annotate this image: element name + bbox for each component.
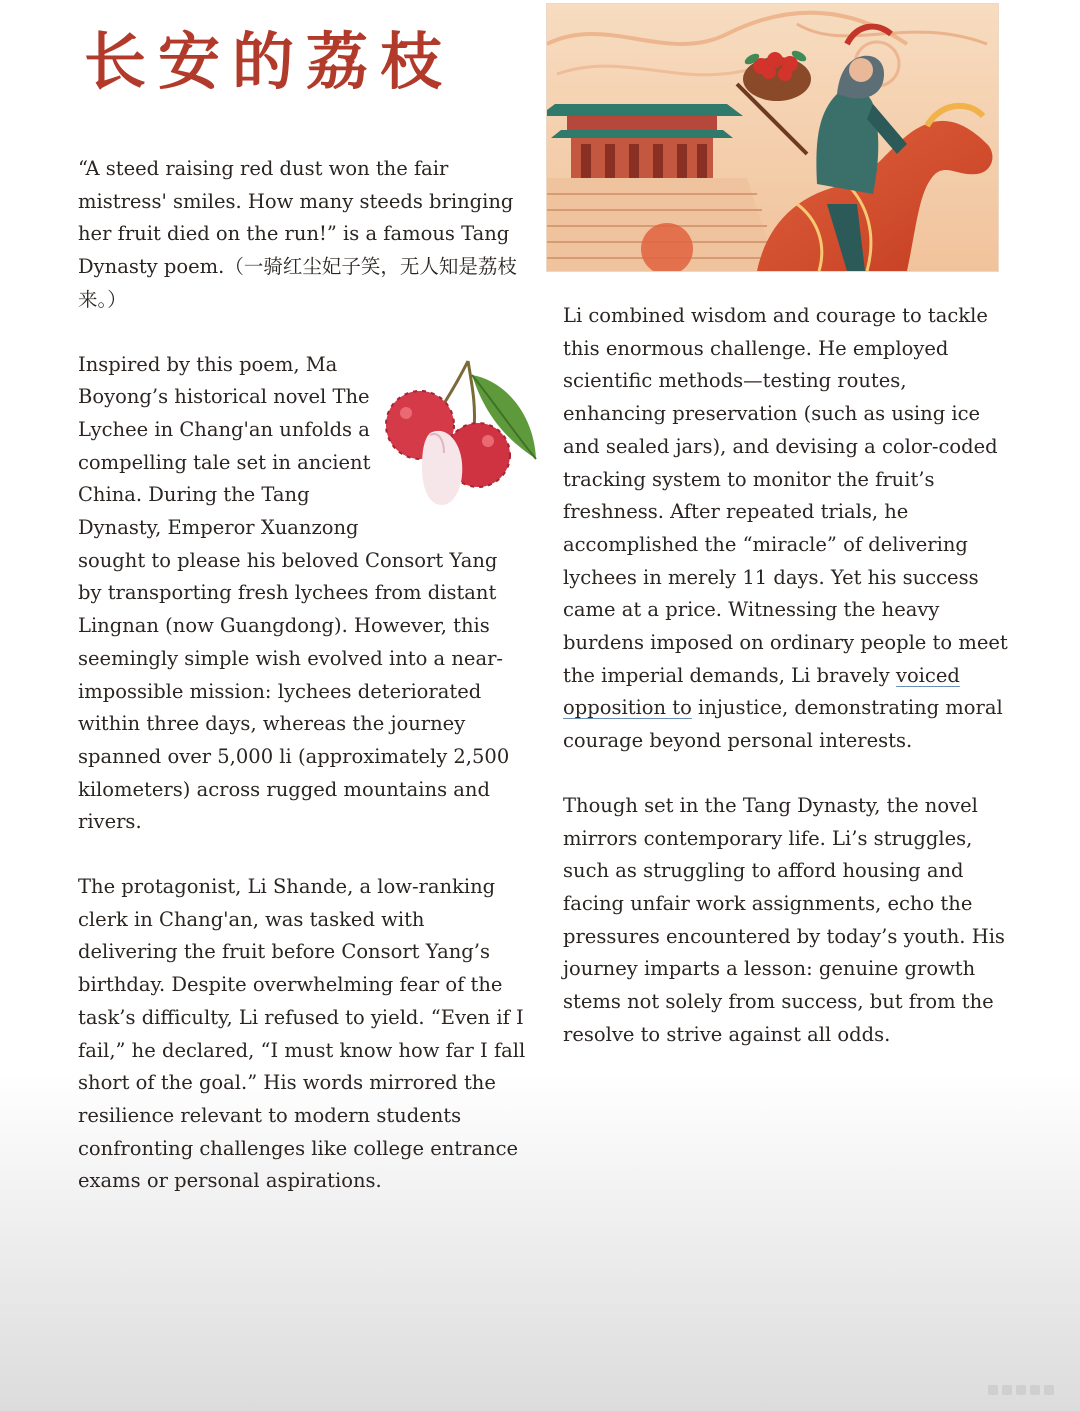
page-title: 长安的荔枝: [84, 25, 455, 98]
protagonist-paragraph: The protagonist, Li Shande, a low-ranking clerk in Chang'an, was tasked with delivering the fruit before Consort Yang’s birthday. Despite overwhelming fear of the task’s difficulty, Li refused to yield. “Even if I fail,” he declared, “I must know how far I fall short of the goal.” His words mirrored the resilience relevant to modern students confronting challenges like college entrance exams or personal aspirations.: [78, 875, 526, 1193]
right-column: [563, 300, 1013, 1083]
hero-illustration: [546, 3, 999, 272]
left-column: [78, 153, 526, 1230]
wisdom-text-start: Li combined wisdom and courage to tackle this enormous challenge. He employed scientific methods—testing routes, enhancing preservation (such as using ice and sealed jars), and devising a color-coded tracking system to monitor the fruit’s freshness. After repeated trials, he accomplished the “miracle” of delivering lychees in merely 11 days. Yet his success came at a price. Witnessing the heavy burdens imposed on ordinary people to meet the imperial demands, Li bravely: [563, 304, 1008, 687]
novel-summary-text: Inspired by this poem, Ma Boyong’s historical novel The Lychee in Chang'an unfolds a compelling tale set in ancient China. During the Tang Dynasty, Emperor Xuanzong sought to please his beloved Consort Yang by transporting fresh lychees from distant Lingnan (now Guangdong). However, this seemingly simple wish evolved into a near-impossible mission: lychees deteriorated within three days, whereas the journey spanned over 5,000 li (approximately 2,500 kilometers) across rugged mountains and rivers.: [78, 352, 510, 834]
underlined-phrase: voiced opposition to: [563, 663, 960, 720]
lychee-icon: [376, 355, 548, 527]
wisdom-text-end: injustice, demonstrating moral courage beyond personal interests.: [563, 696, 1003, 753]
novel-summary-paragraph: [78, 349, 526, 840]
contemporary-life-paragraph: Though set in the Tang Dynasty, the novel mirrors contemporary life. Li’s struggles, such as struggling to afford housing and facing unfair work assignments, echo the pressures encountered by today’s youth. His journey imparts a lesson: genuine growth stems not solely from success, but from the resolve to strive against all odds.: [563, 793, 1005, 1046]
wisdom-courage-paragraph: [563, 300, 1013, 758]
rider-palace-illustration: [547, 4, 998, 271]
watermark: [988, 1385, 1054, 1395]
lychee-illustration: [376, 355, 548, 527]
intro-poem-paragraph: “A steed raising red dust won the fair mistress' smiles. How many steeds bringing her fruit died on the run!” is a famous Tang Dynasty poem.（一骑红尘妃子笑，无人知是荔枝来。）: [78, 157, 517, 311]
